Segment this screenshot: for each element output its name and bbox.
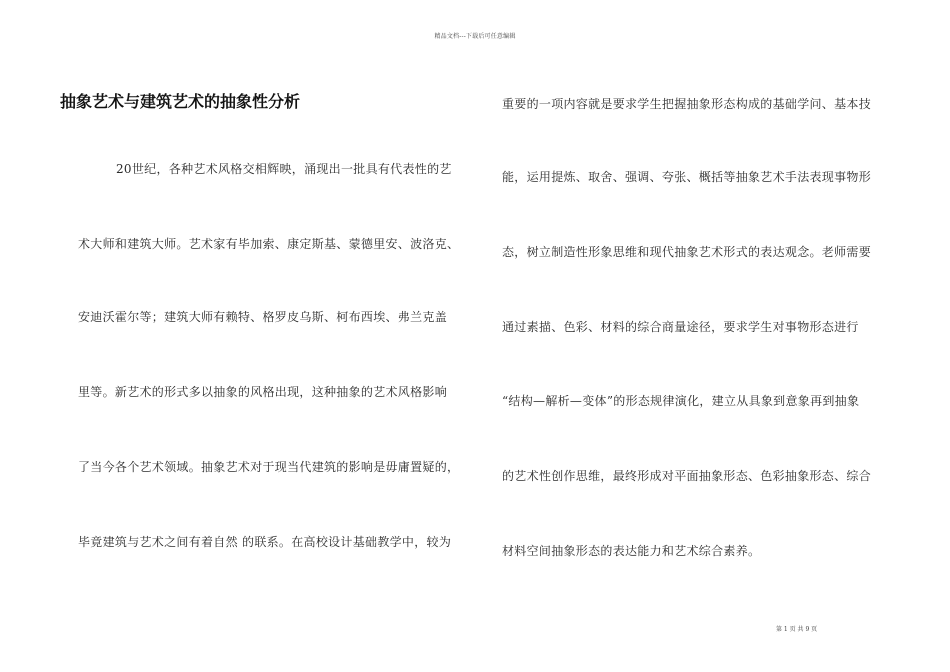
document-header-note: 精品文档---下载后可任意编辑 — [434, 33, 516, 40]
paragraph-line: 材料空间抽象形态的表达能力和艺术综合素养。 — [502, 544, 761, 558]
paragraph-line: 毕竟建筑与艺术之间有着自然 的联系。在高校设计基础教学中，较为 — [78, 535, 452, 549]
article-title: 抽象艺术与建筑艺术的抽象性分析 — [60, 92, 301, 111]
paragraph-line: 态，树立制造性形象思维和现代抽象艺术形式的表达观念。老师需要 — [502, 245, 872, 259]
paragraph-line: 通过素描、色彩、材料的综合商量途径，要求学生对事物形态进行 — [502, 320, 859, 334]
paragraph-line: 能，运用提炼、取舍、强调、夸张、概括等抽象艺术手法表现事物形 — [502, 170, 872, 184]
paragraph-line: 术大师和建筑大师。艺术家有毕加索、康定斯基、蒙德里安、波洛克、 — [78, 237, 460, 251]
paragraph-line: 安迪沃霍尔等；建筑大师有赖特、格罗皮乌斯、柯布西埃、弗兰克盖 — [78, 310, 448, 324]
paragraph-line: 的艺术性创作思维，最终形成对平面抽象形态、色彩抽象形态、综合 — [502, 469, 872, 483]
paragraph-line: “结构—解析—变体”的形态规律演化，建立从具象到意象再到抽象 — [502, 394, 860, 408]
paragraph-line: 重要的一项内容就是要求学生把握抽象形态构成的基础学问、基本技 — [502, 97, 872, 111]
paragraph-line: 里等。新艺术的形式多以抽象的风格出现，这种抽象的艺术风格影响 — [78, 385, 448, 399]
paragraph-line: 20世纪，各种艺术风格交相辉映，涌现出一批具有代表性的艺 — [116, 162, 452, 176]
page-number: 第 1 页 共 9 页 — [776, 626, 818, 633]
paragraph-line: 了当今各个艺术领域。抽象艺术对于现当代建筑的影响是毋庸置疑的， — [78, 460, 460, 474]
